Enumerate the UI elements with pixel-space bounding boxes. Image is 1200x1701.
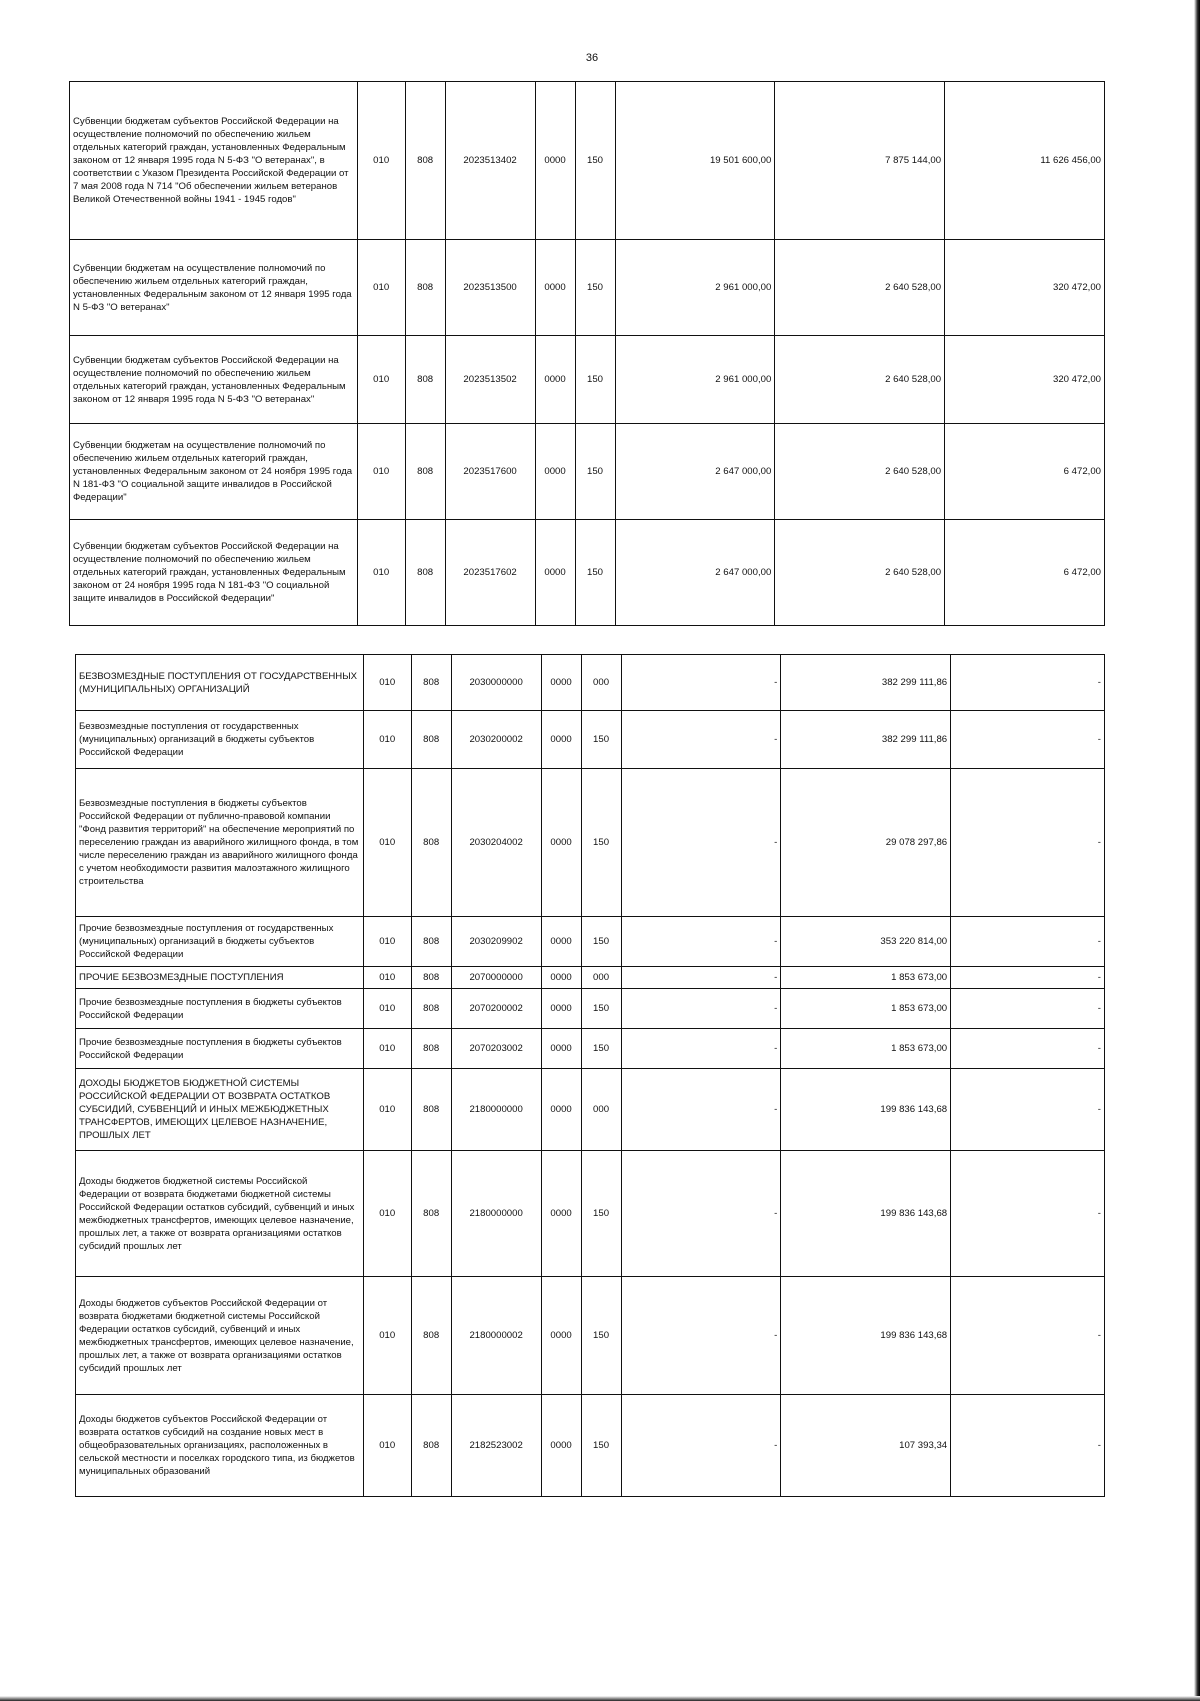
row-name: БЕЗВОЗМЕЗДНЫЕ ПОСТУПЛЕНИЯ ОТ ГОСУДАРСТВЕННЫХ (МУНИЦИПАЛЬНЫХ) ОРГАНИЗАЦИЙ xyxy=(76,655,364,711)
row-value-remaining: 320 472,00 xyxy=(945,336,1105,424)
row-value-plan: - xyxy=(621,1277,781,1395)
budget-table-bottom xyxy=(75,654,1105,1497)
row-value-remaining: - xyxy=(951,1029,1105,1069)
row-value-actual: 199 836 143,68 xyxy=(781,1151,951,1277)
row-code-admin: 010 xyxy=(357,240,405,336)
row-name: Прочие безвозмездные поступления в бюджеты субъектов Российской Федерации xyxy=(76,989,364,1029)
row-code-type: 150 xyxy=(581,917,621,967)
row-value-actual: 2 640 528,00 xyxy=(775,424,945,520)
row-code-chapter: 808 xyxy=(411,1069,451,1151)
table-row xyxy=(76,1395,1105,1497)
table-row xyxy=(70,240,1105,336)
row-code-admin: 010 xyxy=(357,424,405,520)
row-code-admin: 010 xyxy=(363,1277,411,1395)
row-code-type: 000 xyxy=(581,1069,621,1151)
row-value-plan: 2 647 000,00 xyxy=(615,424,775,520)
row-code-program: 0000 xyxy=(541,917,581,967)
row-code-admin: 010 xyxy=(363,1029,411,1069)
row-value-plan: - xyxy=(621,917,781,967)
budget-table-top xyxy=(69,81,1105,626)
row-code-kbk: 2023513500 xyxy=(445,240,535,336)
row-code-admin: 010 xyxy=(363,711,411,769)
row-value-plan: 2 961 000,00 xyxy=(615,336,775,424)
row-code-kbk: 2070200002 xyxy=(451,989,541,1029)
row-value-actual: 2 640 528,00 xyxy=(775,240,945,336)
row-code-admin: 010 xyxy=(363,769,411,917)
table-row xyxy=(76,655,1105,711)
row-value-remaining: 11 626 456,00 xyxy=(945,82,1105,240)
row-value-plan: 2 647 000,00 xyxy=(615,520,775,626)
row-code-program: 0000 xyxy=(541,1395,581,1497)
row-code-chapter: 808 xyxy=(411,917,451,967)
row-value-remaining: - xyxy=(951,1395,1105,1497)
row-value-plan: - xyxy=(621,989,781,1029)
row-name: Прочие безвозмездные поступления от государственных (муниципальных) организаций в бюджеты субъектов Российской Федерации xyxy=(76,917,364,967)
row-value-actual: 1 853 673,00 xyxy=(781,989,951,1029)
row-name: Доходы бюджетов субъектов Российской Федерации от возврата остатков субсидий на создание новых мест в общеобразовательных организациях, расположенных в сельской местности и поселках городского типа, из бюджетов муниципальных образований xyxy=(76,1395,364,1497)
row-code-program: 0000 xyxy=(541,655,581,711)
row-value-remaining: - xyxy=(951,711,1105,769)
row-code-chapter: 808 xyxy=(411,1277,451,1395)
row-value-remaining: - xyxy=(951,917,1105,967)
row-code-kbk: 2023517600 xyxy=(445,424,535,520)
row-name: Безвозмездные поступления от государственных (муниципальных) организаций в бюджеты субъектов Российской Федерации xyxy=(76,711,364,769)
row-code-program: 0000 xyxy=(541,711,581,769)
row-code-kbk: 2180000000 xyxy=(451,1151,541,1277)
scan-edge-bottom xyxy=(0,1696,1200,1701)
row-code-chapter: 808 xyxy=(411,769,451,917)
row-code-program: 0000 xyxy=(541,1277,581,1395)
row-code-type: 150 xyxy=(581,1395,621,1497)
row-value-remaining: - xyxy=(951,1069,1105,1151)
row-value-plan: - xyxy=(621,967,781,989)
row-code-program: 0000 xyxy=(535,240,575,336)
row-value-remaining: 6 472,00 xyxy=(945,520,1105,626)
row-name: Доходы бюджетов бюджетной системы Российской Федерации от возврата бюджетами бюджетной системы Российской Федерации остатков субсидий, субвенций и иных межбюджетных трансфертов, имеющих целевое назначение, прошлых лет, а также от возврата организациями остатков субсидий прошлых лет xyxy=(76,1151,364,1277)
row-name: Прочие безвозмездные поступления в бюджеты субъектов Российской Федерации xyxy=(76,1029,364,1069)
page-number: 36 xyxy=(585,52,599,64)
row-code-program: 0000 xyxy=(541,769,581,917)
row-code-admin: 010 xyxy=(363,989,411,1029)
row-value-actual: 382 299 111,86 xyxy=(781,655,951,711)
row-code-chapter: 808 xyxy=(411,711,451,769)
row-code-program: 0000 xyxy=(541,967,581,989)
row-code-chapter: 808 xyxy=(405,424,445,520)
row-value-actual: 1 853 673,00 xyxy=(781,967,951,989)
row-code-chapter: 808 xyxy=(405,82,445,240)
row-value-actual: 2 640 528,00 xyxy=(775,520,945,626)
row-code-kbk: 2030204002 xyxy=(451,769,541,917)
row-code-program: 0000 xyxy=(541,1151,581,1277)
row-code-chapter: 808 xyxy=(411,989,451,1029)
row-code-admin: 010 xyxy=(363,967,411,989)
row-code-type: 150 xyxy=(575,240,615,336)
row-code-admin: 010 xyxy=(357,82,405,240)
row-code-chapter: 808 xyxy=(405,336,445,424)
row-code-chapter: 808 xyxy=(405,520,445,626)
row-name: Субвенции бюджетам на осуществление полномочий по обеспечению жильем отдельных категорий граждан, установленных Федеральным законом от 24 ноября 1995 года N 181-ФЗ "О социальной защите инвалидов в Российской Федерации" xyxy=(70,424,358,520)
row-code-kbk: 2023513402 xyxy=(445,82,535,240)
row-value-actual: 7 875 144,00 xyxy=(775,82,945,240)
row-value-plan: 2 961 000,00 xyxy=(615,240,775,336)
row-name: Субвенции бюджетам субъектов Российской Федерации на осуществление полномочий по обеспечению жильем отдельных категорий граждан, установленных Федеральным законом от 24 ноября 1995 года N 181-ФЗ "О социальной защите инвалидов в Российской Федерации" xyxy=(70,520,358,626)
row-value-remaining: 6 472,00 xyxy=(945,424,1105,520)
table-row xyxy=(76,967,1105,989)
row-value-plan: - xyxy=(621,769,781,917)
row-code-admin: 010 xyxy=(363,1069,411,1151)
row-code-kbk: 2030209902 xyxy=(451,917,541,967)
row-code-kbk: 2030000000 xyxy=(451,655,541,711)
table-row xyxy=(76,769,1105,917)
row-code-kbk: 2182523002 xyxy=(451,1395,541,1497)
table-row xyxy=(76,917,1105,967)
row-value-actual: 199 836 143,68 xyxy=(781,1277,951,1395)
row-code-kbk: 2023517602 xyxy=(445,520,535,626)
row-value-remaining: - xyxy=(951,769,1105,917)
row-code-chapter: 808 xyxy=(411,655,451,711)
row-name: Доходы бюджетов субъектов Российской Федерации от возврата бюджетами бюджетной системы Российской Федерации остатков субсидий, субвенций и иных межбюджетных трансфертов, имеющих целевое назначение, прошлых лет, а также от возврата организациями остатков субсидий прошлых лет xyxy=(76,1277,364,1395)
table-row xyxy=(70,424,1105,520)
table-row xyxy=(76,989,1105,1029)
row-value-actual: 199 836 143,68 xyxy=(781,1069,951,1151)
row-code-kbk: 2180000002 xyxy=(451,1277,541,1395)
table-row xyxy=(76,1151,1105,1277)
row-code-kbk: 2023513502 xyxy=(445,336,535,424)
row-code-admin: 010 xyxy=(363,1395,411,1497)
row-code-type: 150 xyxy=(575,82,615,240)
row-code-type: 150 xyxy=(581,711,621,769)
row-code-kbk: 2070000000 xyxy=(451,967,541,989)
row-code-kbk: 2070203002 xyxy=(451,1029,541,1069)
row-code-type: 150 xyxy=(575,336,615,424)
row-name: Субвенции бюджетам субъектов Российской Федерации на осуществление полномочий по обеспечению жильем отдельных категорий граждан, установленных Федеральным законом от 12 января 1995 года N 5-ФЗ "О ветеранах" xyxy=(70,336,358,424)
row-value-actual: 29 078 297,86 xyxy=(781,769,951,917)
table-row xyxy=(76,1069,1105,1151)
row-code-type: 000 xyxy=(581,655,621,711)
row-code-program: 0000 xyxy=(535,424,575,520)
row-code-type: 150 xyxy=(581,1029,621,1069)
table-row xyxy=(70,82,1105,240)
row-value-plan: - xyxy=(621,1395,781,1497)
row-code-admin: 010 xyxy=(363,917,411,967)
row-code-admin: 010 xyxy=(363,655,411,711)
row-code-program: 0000 xyxy=(535,520,575,626)
row-name: ПРОЧИЕ БЕЗВОЗМЕЗДНЫЕ ПОСТУПЛЕНИЯ xyxy=(76,967,364,989)
row-code-type: 150 xyxy=(575,520,615,626)
row-value-remaining: - xyxy=(951,1151,1105,1277)
row-value-remaining: - xyxy=(951,989,1105,1029)
row-code-program: 0000 xyxy=(541,1069,581,1151)
row-code-type: 150 xyxy=(575,424,615,520)
row-code-kbk: 2180000000 xyxy=(451,1069,541,1151)
row-value-plan: - xyxy=(621,1151,781,1277)
row-value-plan: - xyxy=(621,1069,781,1151)
row-value-remaining: 320 472,00 xyxy=(945,240,1105,336)
row-code-type: 150 xyxy=(581,769,621,917)
row-code-program: 0000 xyxy=(541,989,581,1029)
row-code-type: 150 xyxy=(581,1277,621,1395)
row-code-chapter: 808 xyxy=(405,240,445,336)
row-value-actual: 107 393,34 xyxy=(781,1395,951,1497)
table-row xyxy=(76,1277,1105,1395)
row-value-actual: 2 640 528,00 xyxy=(775,336,945,424)
row-value-actual: 1 853 673,00 xyxy=(781,1029,951,1069)
row-value-plan: - xyxy=(621,655,781,711)
row-code-chapter: 808 xyxy=(411,1029,451,1069)
row-code-program: 0000 xyxy=(535,336,575,424)
row-code-kbk: 2030200002 xyxy=(451,711,541,769)
row-code-chapter: 808 xyxy=(411,1151,451,1277)
row-name: Субвенции бюджетам субъектов Российской Федерации на осуществление полномочий по обеспечению жильем отдельных категорий граждан, установленных Федеральным законом от 12 января 1995 года N 5-ФЗ "О ветеранах", в соответствии с Указом Президента Российской Федерации от 7 мая 2008 года N 714 "Об обеспечении жильем ветеранов Великой Отечественной войны 1941 - 1945 годов" xyxy=(70,82,358,240)
row-code-chapter: 808 xyxy=(411,967,451,989)
row-name: Безвозмездные поступления в бюджеты субъектов Российской Федерации от публично-правовой компании "Фонд развития территорий" на обеспечение мероприятий по переселению граждан из аварийного жилищного фонда, в том числе переселению граждан из аварийного жилищного фонда с учетом необходимости развития малоэтажного жилищного строительства xyxy=(76,769,364,917)
row-code-type: 150 xyxy=(581,1151,621,1277)
table-row xyxy=(76,711,1105,769)
row-name: ДОХОДЫ БЮДЖЕТОВ БЮДЖЕТНОЙ СИСТЕМЫ РОССИЙСКОЙ ФЕДЕРАЦИИ ОТ ВОЗВРАТА ОСТАТКОВ СУБСИДИЙ, СУБВЕНЦИЙ И ИНЫХ МЕЖБЮДЖЕТНЫХ ТРАНСФЕРТОВ, ИМЕЮЩИХ ЦЕЛЕВОЕ НАЗНАЧЕНИЕ, ПРОШЛЫХ ЛЕТ xyxy=(76,1069,364,1151)
scan-edge-right xyxy=(1194,0,1200,1701)
row-value-remaining: - xyxy=(951,655,1105,711)
row-code-type: 000 xyxy=(581,967,621,989)
row-value-plan: - xyxy=(621,711,781,769)
row-code-type: 150 xyxy=(581,989,621,1029)
row-value-actual: 353 220 814,00 xyxy=(781,917,951,967)
table-row xyxy=(70,520,1105,626)
row-value-remaining: - xyxy=(951,967,1105,989)
row-value-remaining: - xyxy=(951,1277,1105,1395)
row-value-plan: 19 501 600,00 xyxy=(615,82,775,240)
table-row xyxy=(70,336,1105,424)
row-code-admin: 010 xyxy=(363,1151,411,1277)
row-code-admin: 010 xyxy=(357,520,405,626)
table-row xyxy=(76,1029,1105,1069)
row-code-chapter: 808 xyxy=(411,1395,451,1497)
row-value-actual: 382 299 111,86 xyxy=(781,711,951,769)
row-code-program: 0000 xyxy=(541,1029,581,1069)
row-code-program: 0000 xyxy=(535,82,575,240)
row-name: Субвенции бюджетам на осуществление полномочий по обеспечению жильем отдельных категорий граждан, установленных Федеральным законом от 12 января 1995 года N 5-ФЗ "О ветеранах" xyxy=(70,240,358,336)
row-code-admin: 010 xyxy=(357,336,405,424)
row-value-plan: - xyxy=(621,1029,781,1069)
